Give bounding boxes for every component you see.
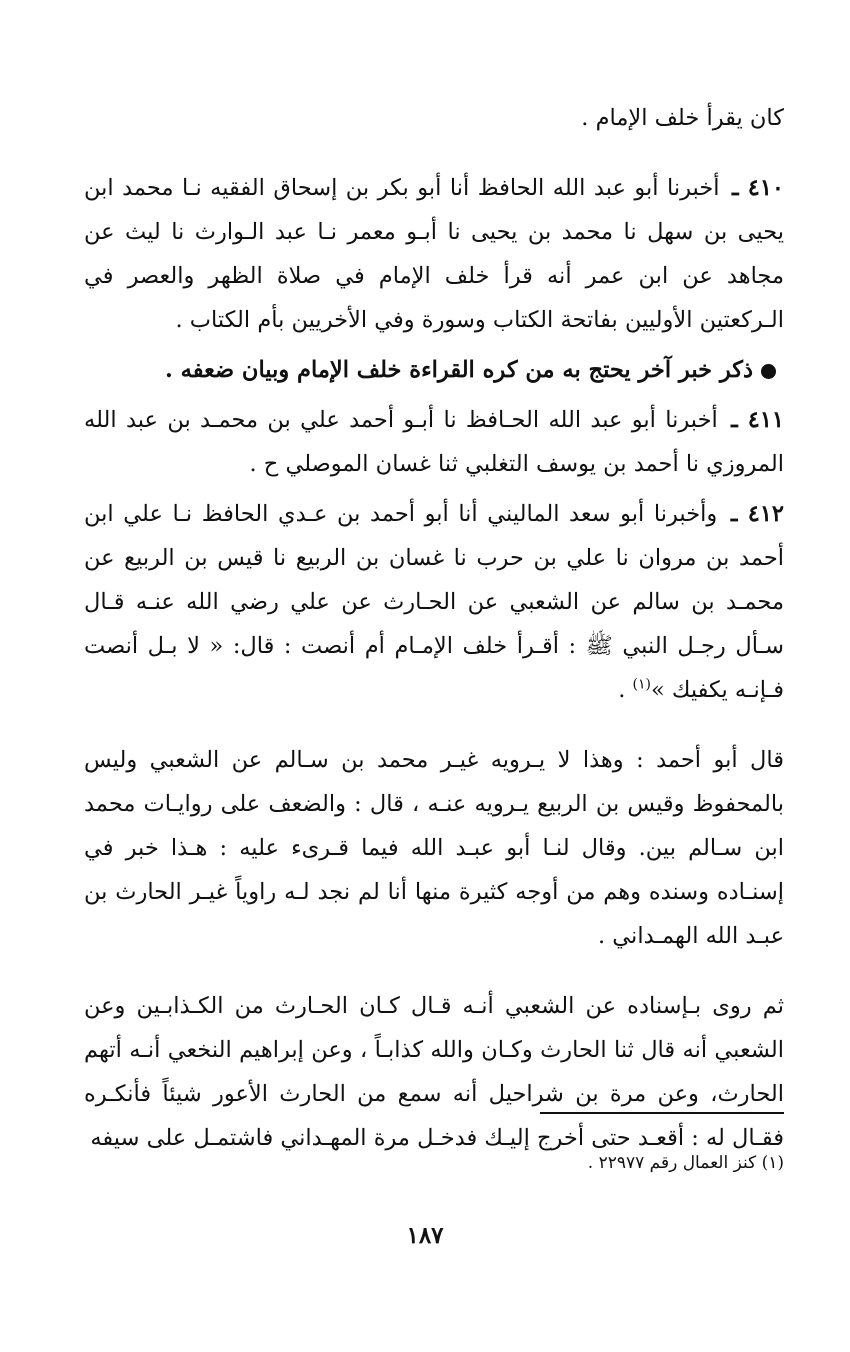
hadith-412-number: ٤١٢ ـ [730,501,784,527]
footnote-text: (١) كنز العمال رقم ٢٢٩٧٧ . [587,1153,784,1173]
hadith-412 [84,492,784,712]
page-number: ١٨٧ [406,1222,444,1249]
hadith-410-number: ٤١٠ ـ [731,175,784,201]
paragraph-continuation-text: كان يقرأ خلف الإمام . [581,105,784,131]
hadith-412-end: . [618,677,633,703]
section-heading-text: ذكر خبر آخر يحتج به من كره القراءة خلف الإمام وبيان ضعفه . [165,357,753,383]
main-text [84,96,784,1160]
hadith-412-text: وأخبرنا أبو سعد الماليني أنا أبو أحمد بن عـدي الحافظ نـا علي ابن أحمد بن مروان نا علي بن حرب نا غسان بن الربيع نا قيس بن الربيع عن محمـد بن سالم عن الشعبي عن الحـارث عن علي رضي الله عنـه قـال سـأل رجـل النبي ﷺ : أقـرأ خلف الإمـام أم أنصت : قال: « لا بـل أنصت فـإنـه يكفيك » [84,501,784,703]
paragraph-continuation [84,96,784,140]
footnote-divider [540,1112,784,1114]
hadith-411 [84,398,784,486]
commentary-abu-ahmad-text: قال أبو أحمد : وهذا لا يـرويه غيـر محمد بن سـالم عن الشعبي وليس بالمحفوظ وقيس بن الربيع يـرويه عنـه ، قال : والضعف على روايـات محمد ابن سـالم بين. وقال لنـا أبو عبـد الله فيما قـرىء عليه : هـذا خبر في إسنـاده وسنده وهم من أوجه كثيرة منها أنا لم نجد لـه راوياً غيـر الحارث بن عبـد الله الهمـداني . [84,747,784,949]
bullet-icon [761,364,776,379]
commentary-abu-ahmad [84,738,784,958]
hadith-410-text: أخبرنا أبو عبد الله الحافظ أنا أبو بكر بن إسحاق الفقيه نـا محمد ابن يحيى بن سهل نا محمد بن يحيى نا أبـو معمر نـا عبد الـوارث نا ليث عن مجاهد عن ابن عمر أنه قرأ خلف الإمام في صلاة الظهر والعصر في الـركعتين الأوليين بفاتحة الكتاب وسورة وفي الأخريين بأم الكتاب . [84,175,784,333]
section-heading [84,348,784,392]
hadith-410 [84,166,784,342]
hadith-411-number: ٤١١ ـ [731,407,784,433]
hadith-411-text: أخبرنا أبو عبد الله الحـافظ نا أبـو أحمد علي بن محمـد بن عبد الله المروزي نا أحمد بن يوسف التغلبي ثنا غسان الموصلي ح . [84,407,784,477]
footnote [84,1150,784,1176]
footnote-reference: (١) [632,676,651,693]
commentary-narration-text: ثم روى بـإسناده عن الشعبي أنـه قـال كـان الحـارث من الكـذابـين وعن الشعبي أنه قال ثنا الحارث وكـان والله كذابـاً ، وعن إبراهيم النخعي أنـه أتهم الحارث، وعن مرة بن شراحيل أنه سمع من الحارث الأعور شيئاً فأنكـره فقـال له : أقعـد حتى أخرج إليـك فدخـل مرة المهـداني فاشتمـل على سيفه [84,993,784,1151]
commentary-narration [84,984,784,1160]
